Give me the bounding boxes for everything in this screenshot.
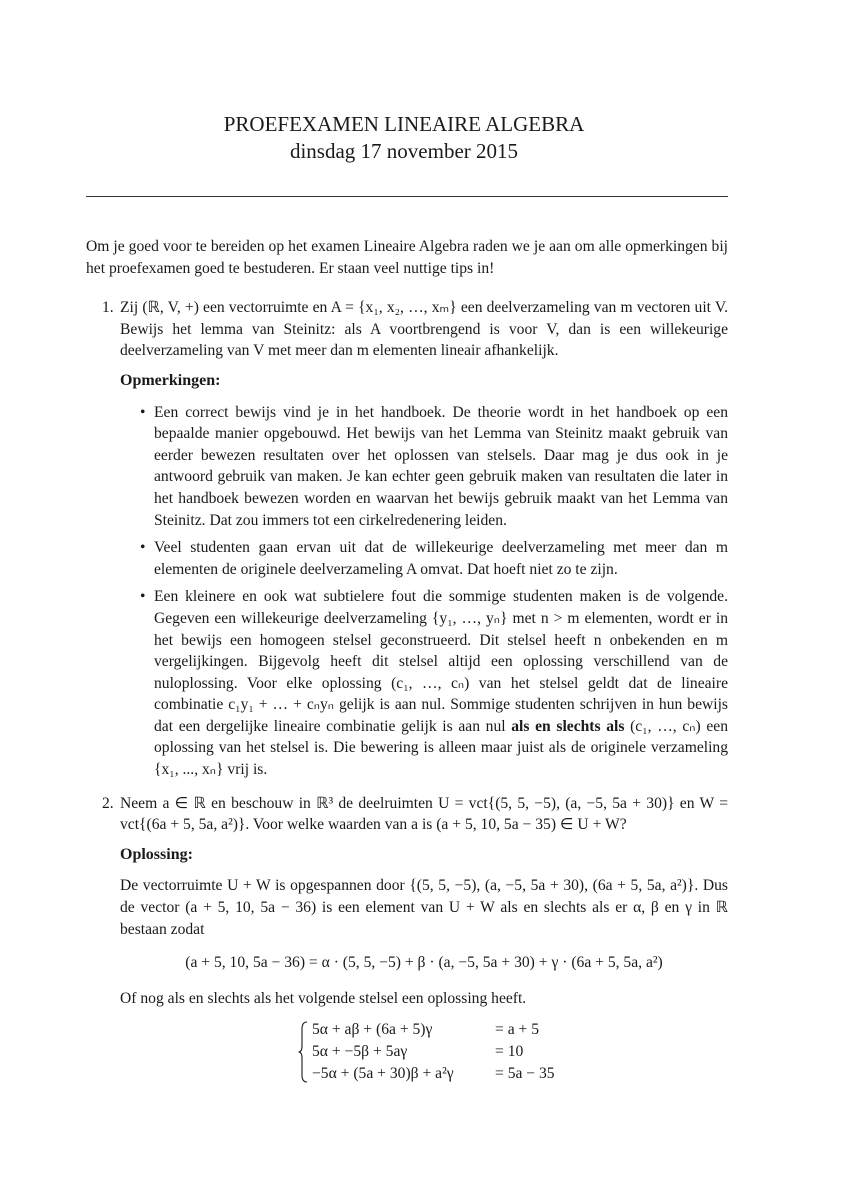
remark-text: (c₁, …, cₙ) een oplossing van het stelsel is. Die bewering is alleen maar juist als de originele verzameling {x₁, ..., xₙ} vrij is. (154, 717, 728, 779)
document-date: dinsdag 17 november 2015 (289, 139, 519, 163)
question-number: 1. (102, 299, 114, 317)
remarks-heading: Opmerkingen: (120, 371, 221, 389)
brace-icon (298, 1021, 308, 1083)
system-lhs: 5α + aβ + (6a + 5)γ (312, 1021, 433, 1039)
solution-heading: Oplossing: (120, 845, 193, 863)
equation-system (298, 1019, 598, 1085)
document-body (86, 236, 728, 1097)
list-item (140, 537, 728, 580)
list-item (140, 586, 728, 780)
bullet-icon: • (140, 539, 146, 557)
document-title: PROEFEXAMEN LINEAIRE ALGEBRA (223, 112, 585, 136)
remark-text: Een correct bewijs vind je in het handboek. De theorie wordt in het handboek op een bepaalde manier opgebouwd. Het bewijs van het Lemma van Steinitz maakt gebruik van eerder bewezen resultaten over het oplossen van stelsels. Daar mag je dus ook in je antwoord gebruik van maken. Je kan echter geen gebruik maken van resultaten die later in het handboek bewezen worden en waarvan het bewijs gebruik maakt van het Lemma van Steinitz. Dat zou immers tot een cirkelredenering leiden. (154, 403, 728, 529)
document-header (0, 111, 808, 165)
question-text: Neem a ∈ ℝ en beschouw in ℝ³ de deelruimten U = vct{(5, 5, −5), (a, −5, 5a + 30)} en W = vct{(6a + 5, 5a, a²)}. Voor welke waarden van a is (a + 5, 10, 5a − 35) ∈ U + W? (120, 794, 728, 834)
remark-emphasis: als en slechts als (511, 717, 625, 735)
system-lhs: 5α + −5β + 5aγ (312, 1043, 408, 1061)
bullet-icon: • (140, 588, 146, 606)
question-1 (86, 297, 728, 780)
intro-paragraph: Om je goed voor te bereiden op het examen Lineaire Algebra raden we je aan om alle opmerkingen bij het proefexamen goed te bestuderen. Er staan veel nuttige tips in! (86, 238, 728, 277)
question-number: 2. (102, 794, 114, 812)
equation: (a + 5, 10, 5a − 36) = α · (5, 5, −5) + β · (a, −5, 5a + 30) + γ · (6a + 5, 5a, a²) (185, 954, 663, 972)
system-intro: Of nog als en slechts als het volgende stelsel een oplossing heeft. (120, 989, 527, 1007)
remarks-list (120, 402, 728, 781)
system-lhs: −5α + (5a + 30)β + a²γ (312, 1065, 454, 1083)
remark-text: Veel studenten gaan ervan uit dat de willekeurige deelverzameling met meer dan m elementen de originele deelverzameling A omvat. Dat hoeft niet zo te zijn. (154, 539, 728, 578)
question-2 (86, 793, 728, 1086)
system-rhs: = 5a − 35 (495, 1065, 555, 1083)
system-rhs: = a + 5 (495, 1021, 540, 1039)
header-divider (86, 196, 728, 197)
bullet-icon: • (140, 403, 146, 421)
question-text: Zij (ℝ, V, +) een vectorruimte en A = {x₁, x₂, …, xₘ} een deelverzameling van m vectoren uit V. Bewijs het lemma van Steinitz: als A voortbrengend is voor V, dan is een willekeurige deelverzameling van V met meer dan m elementen lineair afhankelijk. (120, 299, 728, 360)
list-item (140, 402, 728, 532)
solution-text: De vectorruimte U + W is opgespannen door {(5, 5, −5), (a, −5, 5a + 30), (6a + 5, 5a, a²)}. Dus de vector (a + 5, 10, 5a − 36) is een element van U + W als en slechts als er α, β en γ in ℝ bestaan zodat (120, 877, 728, 938)
remark-text: Een kleinere en ook wat subtielere fout die sommige studenten maken is de volgende. Gegeven een willekeurige deelverzameling {y₁, …, yₙ} met n > m elementen, wordt er in het bewijs een homogeen stelsel geconstrueerd. Dit stelsel heeft n onbekenden en m vergelijkingen. Bijgevolg heeft dit stelsel altijd een oplossing verschillend van de nuloplossing. Voor elke oplossing (c₁, …, cₙ) van het stelsel geldt dat de lineaire combinatie c₁y₁ + … + cₙyₙ gelijk is aan nul. Sommige studenten schrijven in hun bewijs dat een dergelijke lineaire combinatie gelijk is aan nul (154, 588, 728, 735)
system-rhs: = 10 (495, 1043, 524, 1061)
